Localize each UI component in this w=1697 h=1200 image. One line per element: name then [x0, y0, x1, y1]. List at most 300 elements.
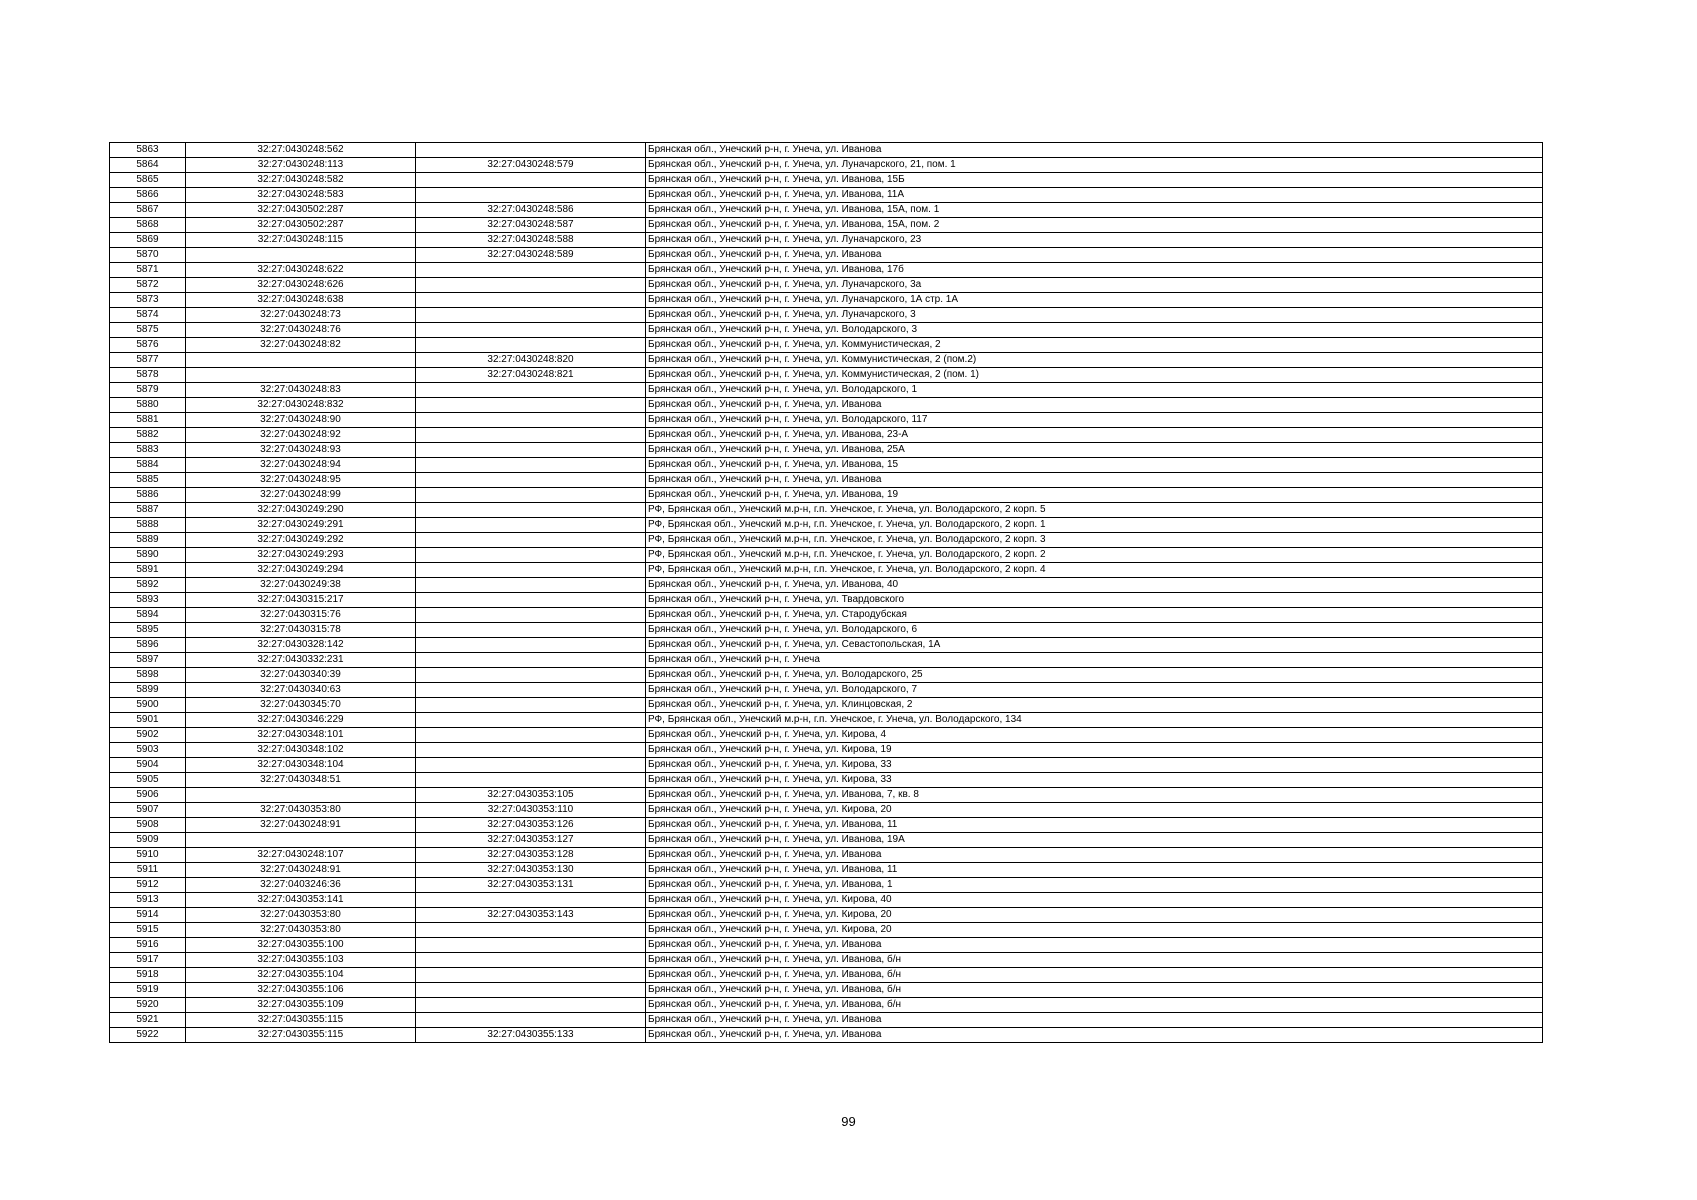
cadastral-number-cell: 32:27:0430353:141	[186, 893, 416, 908]
sub-object-number-cell: 32:27:0430353:105	[416, 788, 646, 803]
sub-object-number-cell	[416, 383, 646, 398]
address-cell: Брянская обл., Унечский р-н, г. Унеча, ул. Коммунистическая, 2 (пом.2)	[646, 353, 1543, 368]
row-number-cell: 5881	[110, 413, 186, 428]
cadastral-number-cell	[186, 368, 416, 383]
row-number-cell: 5906	[110, 788, 186, 803]
table-row	[110, 1013, 1543, 1028]
row-number-cell: 5874	[110, 308, 186, 323]
cadastral-number-cell: 32:27:0430353:80	[186, 803, 416, 818]
sub-object-number-cell	[416, 638, 646, 653]
row-number-cell: 5898	[110, 668, 186, 683]
sub-object-number-cell: 32:27:0430248:588	[416, 233, 646, 248]
table-row	[110, 563, 1543, 578]
row-number-cell: 5920	[110, 998, 186, 1013]
row-number-cell: 5882	[110, 428, 186, 443]
table-row	[110, 923, 1543, 938]
sub-object-number-cell	[416, 338, 646, 353]
sub-object-number-cell: 32:27:0430353:127	[416, 833, 646, 848]
row-number-cell: 5897	[110, 653, 186, 668]
row-number-cell: 5895	[110, 623, 186, 638]
table-row	[110, 173, 1543, 188]
table-row	[110, 368, 1543, 383]
address-cell: Брянская обл., Унечский р-н, г. Унеча, ул. Иванова, 1	[646, 878, 1543, 893]
page-number: 99	[841, 1114, 856, 1129]
address-cell: Брянская обл., Унечский р-н, г. Унеча, ул. Иванова, 15	[646, 458, 1543, 473]
address-cell: Брянская обл., Унечский р-н, г. Унеча, ул. Луначарского, 1А стр. 1А	[646, 293, 1543, 308]
cadastral-number-cell: 32:27:0430248:582	[186, 173, 416, 188]
row-number-cell: 5905	[110, 773, 186, 788]
sub-object-number-cell	[416, 293, 646, 308]
cadastral-number-cell: 32:27:0430248:73	[186, 308, 416, 323]
address-cell: Брянская обл., Унечский р-н, г. Унеча, ул. Иванова, 25А	[646, 443, 1543, 458]
table-row	[110, 248, 1543, 263]
cadastral-number-cell: 32:27:0430249:293	[186, 548, 416, 563]
cadastral-number-cell: 32:27:0430248:626	[186, 278, 416, 293]
table-row	[110, 608, 1543, 623]
cadastral-number-cell: 32:27:0430248:92	[186, 428, 416, 443]
table-row	[110, 308, 1543, 323]
sub-object-number-cell	[416, 653, 646, 668]
cadastral-number-cell: 32:27:0430340:63	[186, 683, 416, 698]
cadastral-number-cell: 32:27:0430355:100	[186, 938, 416, 953]
address-cell: Брянская обл., Унечский р-н, г. Унеча, ул. Стародубская	[646, 608, 1543, 623]
row-number-cell: 5886	[110, 488, 186, 503]
address-cell: Брянская обл., Унечский р-н, г. Унеча, ул. Кирова, 20	[646, 803, 1543, 818]
row-number-cell: 5864	[110, 158, 186, 173]
sub-object-number-cell: 32:27:0430248:589	[416, 248, 646, 263]
table-row	[110, 908, 1543, 923]
cadastral-number-cell: 32:27:0430345:70	[186, 698, 416, 713]
sub-object-number-cell	[416, 458, 646, 473]
cadastral-number-cell: 32:27:0430248:115	[186, 233, 416, 248]
sub-object-number-cell	[416, 728, 646, 743]
sub-object-number-cell	[416, 443, 646, 458]
cadastral-number-cell: 32:27:0430248:82	[186, 338, 416, 353]
address-cell: РФ, Брянская обл., Унечский м.р-н, г.п. Унечское, г. Унеча, ул. Володарского, 134	[646, 713, 1543, 728]
table-row	[110, 338, 1543, 353]
cadastral-number-cell	[186, 248, 416, 263]
sub-object-number-cell	[416, 998, 646, 1013]
cadastral-number-cell: 32:27:0403246:36	[186, 878, 416, 893]
cadastral-number-cell: 32:27:0430348:104	[186, 758, 416, 773]
cadastral-number-cell: 32:27:0430248:94	[186, 458, 416, 473]
sub-object-number-cell	[416, 563, 646, 578]
table-row	[110, 143, 1543, 158]
row-number-cell: 5899	[110, 683, 186, 698]
row-number-cell: 5915	[110, 923, 186, 938]
row-number-cell: 5884	[110, 458, 186, 473]
row-number-cell: 5922	[110, 1028, 186, 1043]
sub-object-number-cell	[416, 308, 646, 323]
row-number-cell: 5868	[110, 218, 186, 233]
address-cell: Брянская обл., Унечский р-н, г. Унеча, ул. Иванова	[646, 473, 1543, 488]
sub-object-number-cell	[416, 143, 646, 158]
table-row	[110, 593, 1543, 608]
row-number-cell: 5911	[110, 863, 186, 878]
row-number-cell: 5912	[110, 878, 186, 893]
sub-object-number-cell	[416, 968, 646, 983]
table-row	[110, 188, 1543, 203]
sub-object-number-cell	[416, 608, 646, 623]
cadastral-number-cell: 32:27:0430248:83	[186, 383, 416, 398]
sub-object-number-cell: 32:27:0430353:131	[416, 878, 646, 893]
address-cell: Брянская обл., Унечский р-н, г. Унеча, ул. Иванова, 11	[646, 863, 1543, 878]
row-number-cell: 5877	[110, 353, 186, 368]
cadastral-number-cell: 32:27:0430248:90	[186, 413, 416, 428]
table-row	[110, 428, 1543, 443]
address-cell: Брянская обл., Унечский р-н, г. Унеча, ул. Иванова	[646, 848, 1543, 863]
row-number-cell: 5902	[110, 728, 186, 743]
row-number-cell: 5918	[110, 968, 186, 983]
address-cell: Брянская обл., Унечский р-н, г. Унеча, ул. Иванова, 40	[646, 578, 1543, 593]
row-number-cell: 5901	[110, 713, 186, 728]
sub-object-number-cell	[416, 548, 646, 563]
address-cell: Брянская обл., Унечский р-н, г. Унеча, ул. Володарского, 117	[646, 413, 1543, 428]
table-row	[110, 803, 1543, 818]
address-cell: Брянская обл., Унечский р-н, г. Унеча, ул. Луначарского, 3а	[646, 278, 1543, 293]
sub-object-number-cell: 32:27:0430248:821	[416, 368, 646, 383]
sub-object-number-cell	[416, 503, 646, 518]
row-number-cell: 5890	[110, 548, 186, 563]
row-number-cell: 5893	[110, 593, 186, 608]
cadastral-number-cell: 32:27:0430249:292	[186, 533, 416, 548]
address-cell: Брянская обл., Унечский р-н, г. Унеча, ул. Кирова, 4	[646, 728, 1543, 743]
row-number-cell: 5921	[110, 1013, 186, 1028]
cadastral-number-cell: 32:27:0430248:93	[186, 443, 416, 458]
sub-object-number-cell	[416, 698, 646, 713]
table-row	[110, 278, 1543, 293]
row-number-cell: 5867	[110, 203, 186, 218]
row-number-cell: 5870	[110, 248, 186, 263]
address-cell: Брянская обл., Унечский р-н, г. Унеча, ул. Севастопольская, 1А	[646, 638, 1543, 653]
table-row	[110, 818, 1543, 833]
sub-object-number-cell: 32:27:0430353:143	[416, 908, 646, 923]
sub-object-number-cell: 32:27:0430353:128	[416, 848, 646, 863]
address-cell: Брянская обл., Унечский р-н, г. Унеча, ул. Иванова, 11А	[646, 188, 1543, 203]
address-cell: Брянская обл., Унечский р-н, г. Унеча, ул. Иванова	[646, 1028, 1543, 1043]
address-cell: Брянская обл., Унечский р-н, г. Унеча, ул. Коммунистическая, 2	[646, 338, 1543, 353]
sub-object-number-cell: 32:27:0430353:110	[416, 803, 646, 818]
row-number-cell: 5879	[110, 383, 186, 398]
cadastral-number-cell	[186, 353, 416, 368]
address-cell: Брянская обл., Унечский р-н, г. Унеча, ул. Иванова, б/н	[646, 953, 1543, 968]
cadastral-number-cell: 32:27:0430315:78	[186, 623, 416, 638]
cadastral-number-cell: 32:27:0430248:99	[186, 488, 416, 503]
cadastral-number-cell	[186, 833, 416, 848]
table-row	[110, 203, 1543, 218]
row-number-cell: 5917	[110, 953, 186, 968]
row-number-cell: 5873	[110, 293, 186, 308]
sub-object-number-cell	[416, 413, 646, 428]
row-number-cell: 5872	[110, 278, 186, 293]
sub-object-number-cell	[416, 743, 646, 758]
cadastral-number-cell: 32:27:0430355:109	[186, 998, 416, 1013]
row-number-cell: 5888	[110, 518, 186, 533]
table-row	[110, 848, 1543, 863]
row-number-cell: 5892	[110, 578, 186, 593]
cadastral-number-cell: 32:27:0430340:39	[186, 668, 416, 683]
address-cell: Брянская обл., Унечский р-н, г. Унеча, ул. Володарского, 1	[646, 383, 1543, 398]
table-row	[110, 548, 1543, 563]
table-row	[110, 623, 1543, 638]
table-row	[110, 683, 1543, 698]
table-row	[110, 983, 1543, 998]
table-row	[110, 968, 1543, 983]
cadastral-number-cell: 32:27:0430355:115	[186, 1028, 416, 1043]
row-number-cell: 5904	[110, 758, 186, 773]
table-row	[110, 893, 1543, 908]
row-number-cell: 5891	[110, 563, 186, 578]
sub-object-number-cell	[416, 938, 646, 953]
address-cell: РФ, Брянская обл., Унечский м.р-н, г.п. Унечское, г. Унеча, ул. Володарского, 2 корп. 1	[646, 518, 1543, 533]
row-number-cell: 5875	[110, 323, 186, 338]
sub-object-number-cell	[416, 263, 646, 278]
table-row	[110, 458, 1543, 473]
address-cell: Брянская обл., Унечский р-н, г. Унеча, ул. Луначарского, 23	[646, 233, 1543, 248]
row-number-cell: 5887	[110, 503, 186, 518]
cadastral-number-cell: 32:27:0430332:231	[186, 653, 416, 668]
registry-table	[109, 142, 1543, 1043]
sub-object-number-cell	[416, 683, 646, 698]
cadastral-number-cell: 32:27:0430315:76	[186, 608, 416, 623]
table-row	[110, 743, 1543, 758]
cadastral-number-cell: 32:27:0430248:562	[186, 143, 416, 158]
table-row	[110, 653, 1543, 668]
row-number-cell: 5910	[110, 848, 186, 863]
address-cell: Брянская обл., Унечский р-н, г. Унеча, ул. Кирова, 40	[646, 893, 1543, 908]
sub-object-number-cell	[416, 593, 646, 608]
sub-object-number-cell	[416, 488, 646, 503]
row-number-cell: 5876	[110, 338, 186, 353]
table-row	[110, 698, 1543, 713]
address-cell: Брянская обл., Унечский р-н, г. Унеча, ул. Кирова, 33	[646, 758, 1543, 773]
sub-object-number-cell: 32:27:0430353:130	[416, 863, 646, 878]
cadastral-number-cell: 32:27:0430248:91	[186, 818, 416, 833]
sub-object-number-cell	[416, 893, 646, 908]
address-cell: Брянская обл., Унечский р-н, г. Унеча, ул. Иванова, 15Б	[646, 173, 1543, 188]
address-cell: Брянская обл., Унечский р-н, г. Унеча, ул. Иванова, 17б	[646, 263, 1543, 278]
cadastral-number-cell: 32:27:0430248:832	[186, 398, 416, 413]
address-cell: РФ, Брянская обл., Унечский м.р-н, г.п. Унечское, г. Унеча, ул. Володарского, 2 корп. 3	[646, 533, 1543, 548]
cadastral-number-cell: 32:27:0430355:115	[186, 1013, 416, 1028]
address-cell: Брянская обл., Унечский р-н, г. Унеча	[646, 653, 1543, 668]
table-row	[110, 233, 1543, 248]
address-cell: Брянская обл., Унечский р-н, г. Унеча, ул. Иванова	[646, 938, 1543, 953]
address-cell: РФ, Брянская обл., Унечский м.р-н, г.п. Унечское, г. Унеча, ул. Володарского, 2 корп. 4	[646, 563, 1543, 578]
address-cell: Брянская обл., Унечский р-н, г. Унеча, ул. Иванова	[646, 398, 1543, 413]
sub-object-number-cell: 32:27:0430353:126	[416, 818, 646, 833]
table-row	[110, 398, 1543, 413]
table-row	[110, 473, 1543, 488]
row-number-cell: 5909	[110, 833, 186, 848]
table-row	[110, 488, 1543, 503]
sub-object-number-cell	[416, 713, 646, 728]
row-number-cell: 5880	[110, 398, 186, 413]
sub-object-number-cell	[416, 923, 646, 938]
address-cell: Брянская обл., Унечский р-н, г. Унеча, ул. Кирова, 20	[646, 908, 1543, 923]
address-cell: Брянская обл., Унечский р-н, г. Унеча, ул. Иванова, 19А	[646, 833, 1543, 848]
cadastral-number-cell: 32:27:0430248:95	[186, 473, 416, 488]
row-number-cell: 5889	[110, 533, 186, 548]
row-number-cell: 5913	[110, 893, 186, 908]
address-cell: Брянская обл., Унечский р-н, г. Унеча, ул. Коммунистическая, 2 (пом. 1)	[646, 368, 1543, 383]
address-cell: Брянская обл., Унечский р-н, г. Унеча, ул. Кирова, 19	[646, 743, 1543, 758]
cadastral-number-cell: 32:27:0430502:287	[186, 218, 416, 233]
row-number-cell: 5914	[110, 908, 186, 923]
cadastral-number-cell: 32:27:0430353:80	[186, 923, 416, 938]
sub-object-number-cell	[416, 518, 646, 533]
cadastral-number-cell: 32:27:0430348:51	[186, 773, 416, 788]
sub-object-number-cell	[416, 983, 646, 998]
cadastral-number-cell	[186, 788, 416, 803]
table-row	[110, 503, 1543, 518]
cadastral-number-cell: 32:27:0430249:291	[186, 518, 416, 533]
address-cell: Брянская обл., Унечский р-н, г. Унеча, ул. Твардовского	[646, 593, 1543, 608]
cadastral-number-cell: 32:27:0430355:104	[186, 968, 416, 983]
address-cell: Брянская обл., Унечский р-н, г. Унеча, ул. Луначарского, 3	[646, 308, 1543, 323]
row-number-cell: 5894	[110, 608, 186, 623]
row-number-cell: 5900	[110, 698, 186, 713]
table-row	[110, 353, 1543, 368]
row-number-cell: 5916	[110, 938, 186, 953]
table-row	[110, 383, 1543, 398]
sub-object-number-cell	[416, 953, 646, 968]
address-cell: Брянская обл., Унечский р-н, г. Унеча, ул. Иванова, 11	[646, 818, 1543, 833]
address-cell: РФ, Брянская обл., Унечский м.р-н, г.п. Унечское, г. Унеча, ул. Володарского, 2 корп. 2	[646, 548, 1543, 563]
table-row	[110, 863, 1543, 878]
table-row	[110, 1028, 1543, 1043]
table-row	[110, 773, 1543, 788]
table-row	[110, 953, 1543, 968]
table-row	[110, 728, 1543, 743]
address-cell: Брянская обл., Унечский р-н, г. Унеча, ул. Иванова, б/н	[646, 998, 1543, 1013]
row-number-cell: 5885	[110, 473, 186, 488]
cadastral-number-cell: 32:27:0430249:294	[186, 563, 416, 578]
table-row	[110, 938, 1543, 953]
address-cell: Брянская обл., Унечский р-н, г. Унеча, ул. Иванова	[646, 1013, 1543, 1028]
row-number-cell: 5878	[110, 368, 186, 383]
row-number-cell: 5871	[110, 263, 186, 278]
address-cell: Брянская обл., Унечский р-н, г. Унеча, ул. Володарского, 25	[646, 668, 1543, 683]
cadastral-number-cell: 32:27:0430502:287	[186, 203, 416, 218]
row-number-cell: 5907	[110, 803, 186, 818]
row-number-cell: 5865	[110, 173, 186, 188]
table-row	[110, 713, 1543, 728]
table-row	[110, 998, 1543, 1013]
address-cell: Брянская обл., Унечский р-н, г. Унеча, ул. Иванова, 15А, пом. 2	[646, 218, 1543, 233]
table-row	[110, 293, 1543, 308]
sub-object-number-cell	[416, 188, 646, 203]
sub-object-number-cell	[416, 668, 646, 683]
table-row	[110, 578, 1543, 593]
cadastral-number-cell: 32:27:0430328:142	[186, 638, 416, 653]
cadastral-number-cell: 32:27:0430248:107	[186, 848, 416, 863]
sub-object-number-cell	[416, 173, 646, 188]
row-number-cell: 5883	[110, 443, 186, 458]
sub-object-number-cell: 32:27:0430248:820	[416, 353, 646, 368]
sub-object-number-cell	[416, 773, 646, 788]
address-cell: Брянская обл., Унечский р-н, г. Унеча, ул. Иванова, 23-А	[646, 428, 1543, 443]
sub-object-number-cell	[416, 758, 646, 773]
sub-object-number-cell	[416, 278, 646, 293]
cadastral-number-cell: 32:27:0430248:638	[186, 293, 416, 308]
sub-object-number-cell	[416, 473, 646, 488]
address-cell: Брянская обл., Унечский р-н, г. Унеча, ул. Иванова, б/н	[646, 983, 1543, 998]
address-cell: Брянская обл., Унечский р-н, г. Унеча, ул. Иванова, 19	[646, 488, 1543, 503]
table-row	[110, 443, 1543, 458]
table-row	[110, 158, 1543, 173]
cadastral-number-cell: 32:27:0430248:113	[186, 158, 416, 173]
cadastral-number-cell: 32:27:0430353:80	[186, 908, 416, 923]
address-cell: Брянская обл., Унечский р-н, г. Унеча, ул. Клинцовская, 2	[646, 698, 1543, 713]
sub-object-number-cell: 32:27:0430248:587	[416, 218, 646, 233]
address-cell: Брянская обл., Унечский р-н, г. Унеча, ул. Иванова, б/н	[646, 968, 1543, 983]
address-cell: Брянская обл., Унечский р-н, г. Унеча, ул. Иванова	[646, 248, 1543, 263]
row-number-cell: 5919	[110, 983, 186, 998]
table-row	[110, 263, 1543, 278]
table-row	[110, 878, 1543, 893]
address-cell: Брянская обл., Унечский р-н, г. Унеча, ул. Иванова	[646, 143, 1543, 158]
row-number-cell: 5863	[110, 143, 186, 158]
table-row	[110, 413, 1543, 428]
row-number-cell: 5903	[110, 743, 186, 758]
cadastral-number-cell: 32:27:0430248:583	[186, 188, 416, 203]
sub-object-number-cell	[416, 323, 646, 338]
table-row	[110, 638, 1543, 653]
sub-object-number-cell	[416, 398, 646, 413]
cadastral-number-cell: 32:27:0430348:102	[186, 743, 416, 758]
address-cell: Брянская обл., Унечский р-н, г. Унеча, ул. Володарского, 6	[646, 623, 1543, 638]
sub-object-number-cell	[416, 578, 646, 593]
address-cell: Брянская обл., Унечский р-н, г. Унеча, ул. Иванова, 15А, пом. 1	[646, 203, 1543, 218]
table-row	[110, 533, 1543, 548]
sub-object-number-cell	[416, 428, 646, 443]
cadastral-number-cell: 32:27:0430355:103	[186, 953, 416, 968]
address-cell: Брянская обл., Унечский р-н, г. Унеча, ул. Володарского, 3	[646, 323, 1543, 338]
cadastral-number-cell: 32:27:0430355:106	[186, 983, 416, 998]
address-cell: Брянская обл., Унечский р-н, г. Унеча, ул. Кирова, 33	[646, 773, 1543, 788]
sub-object-number-cell: 32:27:0430355:133	[416, 1028, 646, 1043]
address-cell: Брянская обл., Унечский р-н, г. Унеча, ул. Володарского, 7	[646, 683, 1543, 698]
sub-object-number-cell	[416, 533, 646, 548]
cadastral-number-cell: 32:27:0430249:38	[186, 578, 416, 593]
row-number-cell: 5908	[110, 818, 186, 833]
registry-table-body	[110, 143, 1543, 1043]
cadastral-number-cell: 32:27:0430248:91	[186, 863, 416, 878]
table-row	[110, 323, 1543, 338]
table-row	[110, 788, 1543, 803]
sub-object-number-cell	[416, 1013, 646, 1028]
table-row	[110, 833, 1543, 848]
sub-object-number-cell: 32:27:0430248:586	[416, 203, 646, 218]
sub-object-number-cell: 32:27:0430248:579	[416, 158, 646, 173]
sub-object-number-cell	[416, 623, 646, 638]
cadastral-number-cell: 32:27:0430348:101	[186, 728, 416, 743]
row-number-cell: 5869	[110, 233, 186, 248]
table-row	[110, 518, 1543, 533]
address-cell: РФ, Брянская обл., Унечский м.р-н, г.п. Унечское, г. Унеча, ул. Володарского, 2 корп. 5	[646, 503, 1543, 518]
cadastral-number-cell: 32:27:0430248:622	[186, 263, 416, 278]
table-row	[110, 218, 1543, 233]
table-row	[110, 668, 1543, 683]
address-cell: Брянская обл., Унечский р-н, г. Унеча, ул. Луначарского, 21, пом. 1	[646, 158, 1543, 173]
address-cell: Брянская обл., Унечский р-н, г. Унеча, ул. Кирова, 20	[646, 923, 1543, 938]
cadastral-number-cell: 32:27:0430315:217	[186, 593, 416, 608]
cadastral-number-cell: 32:27:0430248:76	[186, 323, 416, 338]
row-number-cell: 5896	[110, 638, 186, 653]
cadastral-number-cell: 32:27:0430346:229	[186, 713, 416, 728]
row-number-cell: 5866	[110, 188, 186, 203]
